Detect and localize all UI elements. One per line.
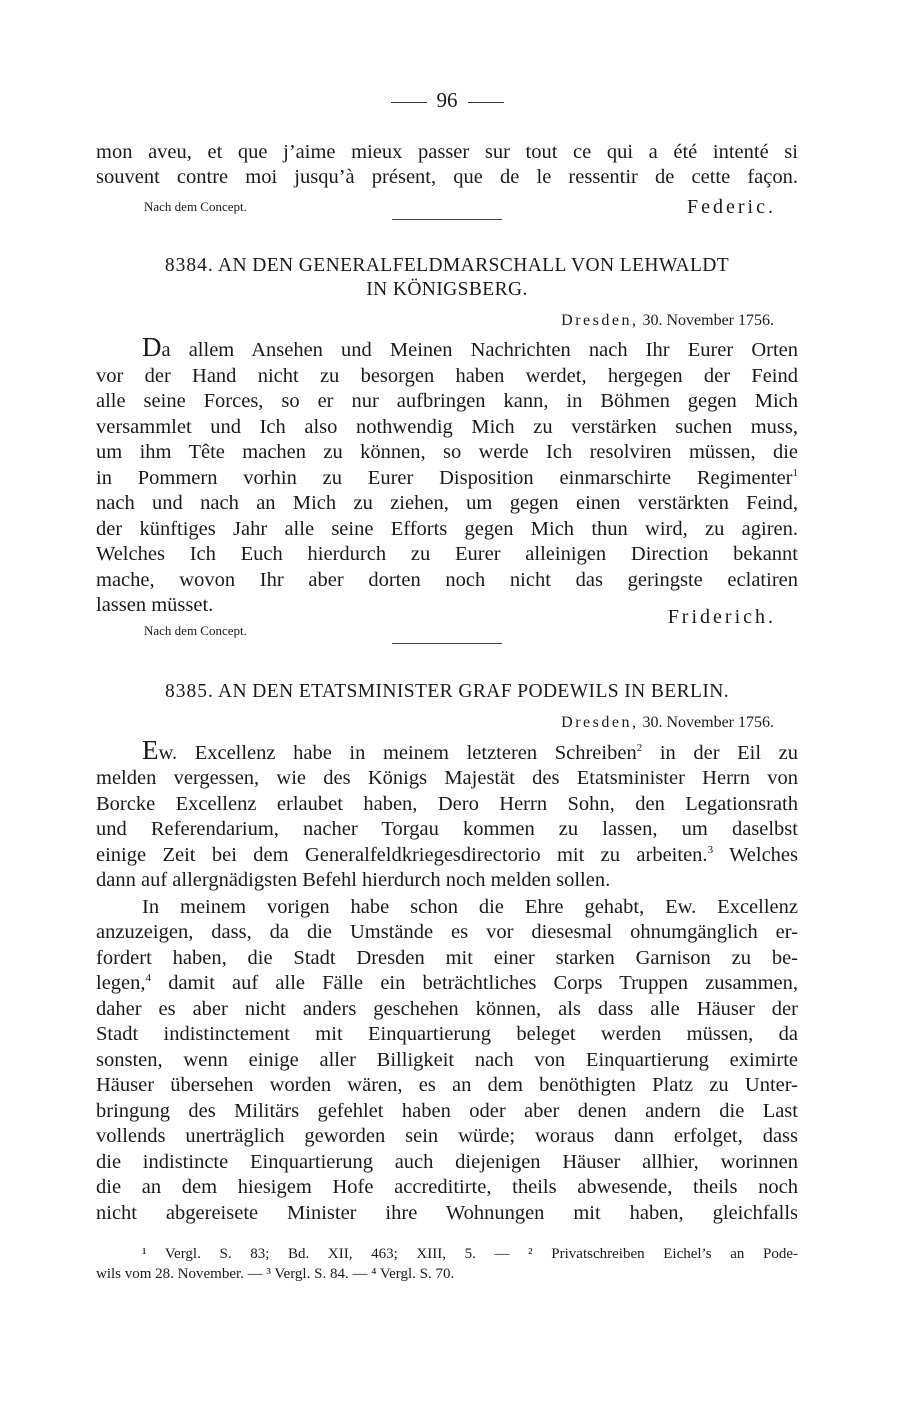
intro-line-1: mon aveu, et que j’aime mieux passer sur tout ce qui a été intenté si xyxy=(96,140,798,163)
letter-8385-p2-line-3: fordert haben, die Stadt Dresden mit einer starken Garnison zu be- xyxy=(96,946,798,969)
page-number-text: 96 xyxy=(436,88,458,112)
letter-8384-number: 8384. xyxy=(164,254,214,276)
letter-8385-dropcap: E xyxy=(142,734,159,765)
letter-8385-heading xyxy=(96,680,798,704)
letter-8385-p1-line-4: und Referendarium, nacher Torgau kommen zu lassen, um daselbst xyxy=(96,818,798,840)
letter-8384-line-4: versammlet und Ich also nothwendig Mich zu verstärken suchen muss, xyxy=(96,415,798,438)
footnote-ref-1: 1 xyxy=(792,466,798,479)
letter-8385-p2-line-1: In meinem vorigen habe schon die Ehre gehabt, Ew. Excellenz xyxy=(142,895,798,918)
footnote-ref-3: 3 xyxy=(707,843,714,856)
page-number xyxy=(96,88,798,114)
letter-8385-p2-line-8: Häuser übersehen worden wären, es an dem benöthigten Platz zu Unter- xyxy=(96,1074,798,1096)
letter-8385-p2-line-4 xyxy=(96,971,798,997)
letter-8385-date-place: Dresden, xyxy=(561,714,639,731)
section-divider xyxy=(392,643,502,644)
letter-8385-p1-line-1-text: w. Excellenz habe in meinem letzteren Schreiben xyxy=(158,741,637,764)
page-content xyxy=(96,88,798,1226)
letter-8385-heading-text: AN DEN ETATSMINISTER GRAF PODEWILS IN BERLIN. xyxy=(218,681,730,702)
letter-8384-line-10: mache, wovon Ihr aber dorten noch nicht das geringste eclatiren xyxy=(96,568,798,591)
letter-8385-p1-line-2: melden vergessen, wie des Königs Majestät des Etatsminister Herrn von xyxy=(96,767,798,789)
letter-8384-dropcap: D xyxy=(142,332,162,362)
letter-8385-p2-line-7: sonsten, wenn einige aller Billigkeit nach von Einquartierung eximirte xyxy=(96,1048,798,1071)
footnote-line-2: wils vom 28. November. — ³ Vergl. S. 84. — ⁴ Vergl. S. 70. xyxy=(96,1266,455,1282)
intro-closing xyxy=(96,191,798,223)
footnotes xyxy=(96,1244,798,1284)
letter-8385-p1-line-5-tail: Welches xyxy=(713,843,798,866)
letter-8384-heading-line-2: IN KÖNIGSBERG. xyxy=(366,278,528,300)
letter-8385-number: 8385. xyxy=(164,681,214,702)
letter-8384-line-2: vor der Hand nicht zu besorgen haben werdet, hergegen der Feind xyxy=(96,364,798,387)
page-number-dash-left xyxy=(391,102,427,103)
letter-8384-closing xyxy=(96,593,798,643)
letter-8384-line-6-text: in Pommern vorhin zu Eurer Disposition einmarschirte Regimenter xyxy=(96,466,793,489)
footnote-line-1 xyxy=(96,1244,798,1264)
letter-8384-line-6 xyxy=(96,466,798,492)
letter-8384-signature: Friderich. xyxy=(667,606,776,628)
letter-8384-line-3: alle seine Forces, so er nur aufbringen kann, in Böhmen gegen Mich xyxy=(96,390,798,412)
letter-8385-date: 30. November 1756. xyxy=(642,714,774,731)
letter-8385-p2-line-13: nicht abgereisete Minister ihre Wohnungen mit haben, gleichfalls xyxy=(96,1201,798,1224)
letter-8385-p2-line-2: anzuzeigen, dass, da die Umstände es vor diesesmal ohnumgänglich er- xyxy=(96,921,798,943)
footnote-ref-2: 2 xyxy=(636,741,643,754)
intro-signature: Federic. xyxy=(687,195,776,218)
letter-8384-line-1-text: a allem Ansehen und Meinen Nachrichten nach Ihr Eurer Orten xyxy=(161,339,798,361)
letter-8384-body xyxy=(96,332,798,643)
letter-8385-p1-line-6: dann auf allergnädigsten Befehl hierdurch noch melden sollen. xyxy=(96,869,611,891)
letter-8384-line-7: nach und nach an Mich zu ziehen, um gegen einen verstärkten Feind, xyxy=(96,492,798,514)
letter-8385-p2-line-10: vollends unerträglich geworden sein würde; woraus dann erfolget, dass xyxy=(96,1125,798,1147)
page-number-dash-right xyxy=(468,102,504,103)
letter-8385-p2-line-6: Stadt indistinctement mit Einquartierung beleget werden müssen, da xyxy=(96,1023,798,1045)
letter-8384-line-1 xyxy=(96,332,798,364)
letter-8385-p2-line-9: bringung des Militärs gefehlet haben oder aber denen andern die Last xyxy=(96,1099,798,1122)
footnote-ref-4: 4 xyxy=(145,972,152,985)
letter-8385-p2-line-5: daher es aber nicht anders geschehen können, als dass alle Häuser der xyxy=(96,997,798,1020)
letter-8385-p1-line-5 xyxy=(96,843,798,869)
letter-8385-p1-line-3: Borcke Excellenz erlaubet haben, Dero Herrn Sohn, den Legationsrath xyxy=(96,792,798,815)
intro-line-2: souvent contre moi jusqu’à présent, que de le ressentir de cette façon. xyxy=(96,166,798,188)
letter-8385-p1-line-1 xyxy=(96,734,798,767)
letter-8385-p1-line-1-tail: in der Eil zu xyxy=(642,741,798,764)
letter-8385-p2-line-4-text: legen, xyxy=(96,972,146,994)
letter-8384-line-8: der künftiges Jahr alle seine Efforts gegen Mich thun wird, zu agiren. xyxy=(96,517,798,540)
letter-8385-body xyxy=(96,734,798,1227)
letter-8385-p2-line-11: die indistincte Einquartierung auch diejenigen Häuser allhier, worinnen xyxy=(96,1150,798,1173)
letter-8385-dateline xyxy=(96,710,774,736)
letter-8385-p1-line-5-text: einige Zeit bei dem Generalfeldkriegesdirectorio mit zu arbeiten. xyxy=(96,843,708,866)
letter-8384-date: 30. November 1756. xyxy=(642,311,774,329)
footnote-marker-1: ¹ xyxy=(142,1246,147,1262)
letter-8384-line-5: um ihm Tête machen zu können, so werde Ich resolviren müssen, die xyxy=(96,441,798,463)
letter-8384-line-9: Welches Ich Euch hierdurch zu Eurer alleinigen Direction bekannt xyxy=(96,543,798,565)
letter-8385-p2-line-4-tail: damit auf alle Fälle ein beträchtliches Corps Truppen zusammen, xyxy=(151,972,798,994)
letter-8384-heading-line-1: AN DEN GENERALFELDMARSCHALL VON LEHWALDT xyxy=(218,254,730,276)
letter-8384-heading xyxy=(96,254,798,302)
letter-8385-p2-line-12: die an dem hiesigem Hofe accreditirte, theils abwesende, theils noch xyxy=(96,1176,798,1198)
letter-8384-date-place: Dresden, xyxy=(561,311,639,329)
letter-8384-dateline xyxy=(96,308,774,334)
letter-8384-line-11: lassen müsset. xyxy=(96,594,214,616)
letter-8384-source-note: Nach dem Concept. xyxy=(144,623,247,638)
intro-source-note: Nach dem Concept. xyxy=(144,198,247,214)
footnote-line-1-text: Vergl. S. 83; Bd. XII, 463; XIII, 5. — ² Privatschreiben Eichel’s an Pode- xyxy=(164,1246,798,1262)
